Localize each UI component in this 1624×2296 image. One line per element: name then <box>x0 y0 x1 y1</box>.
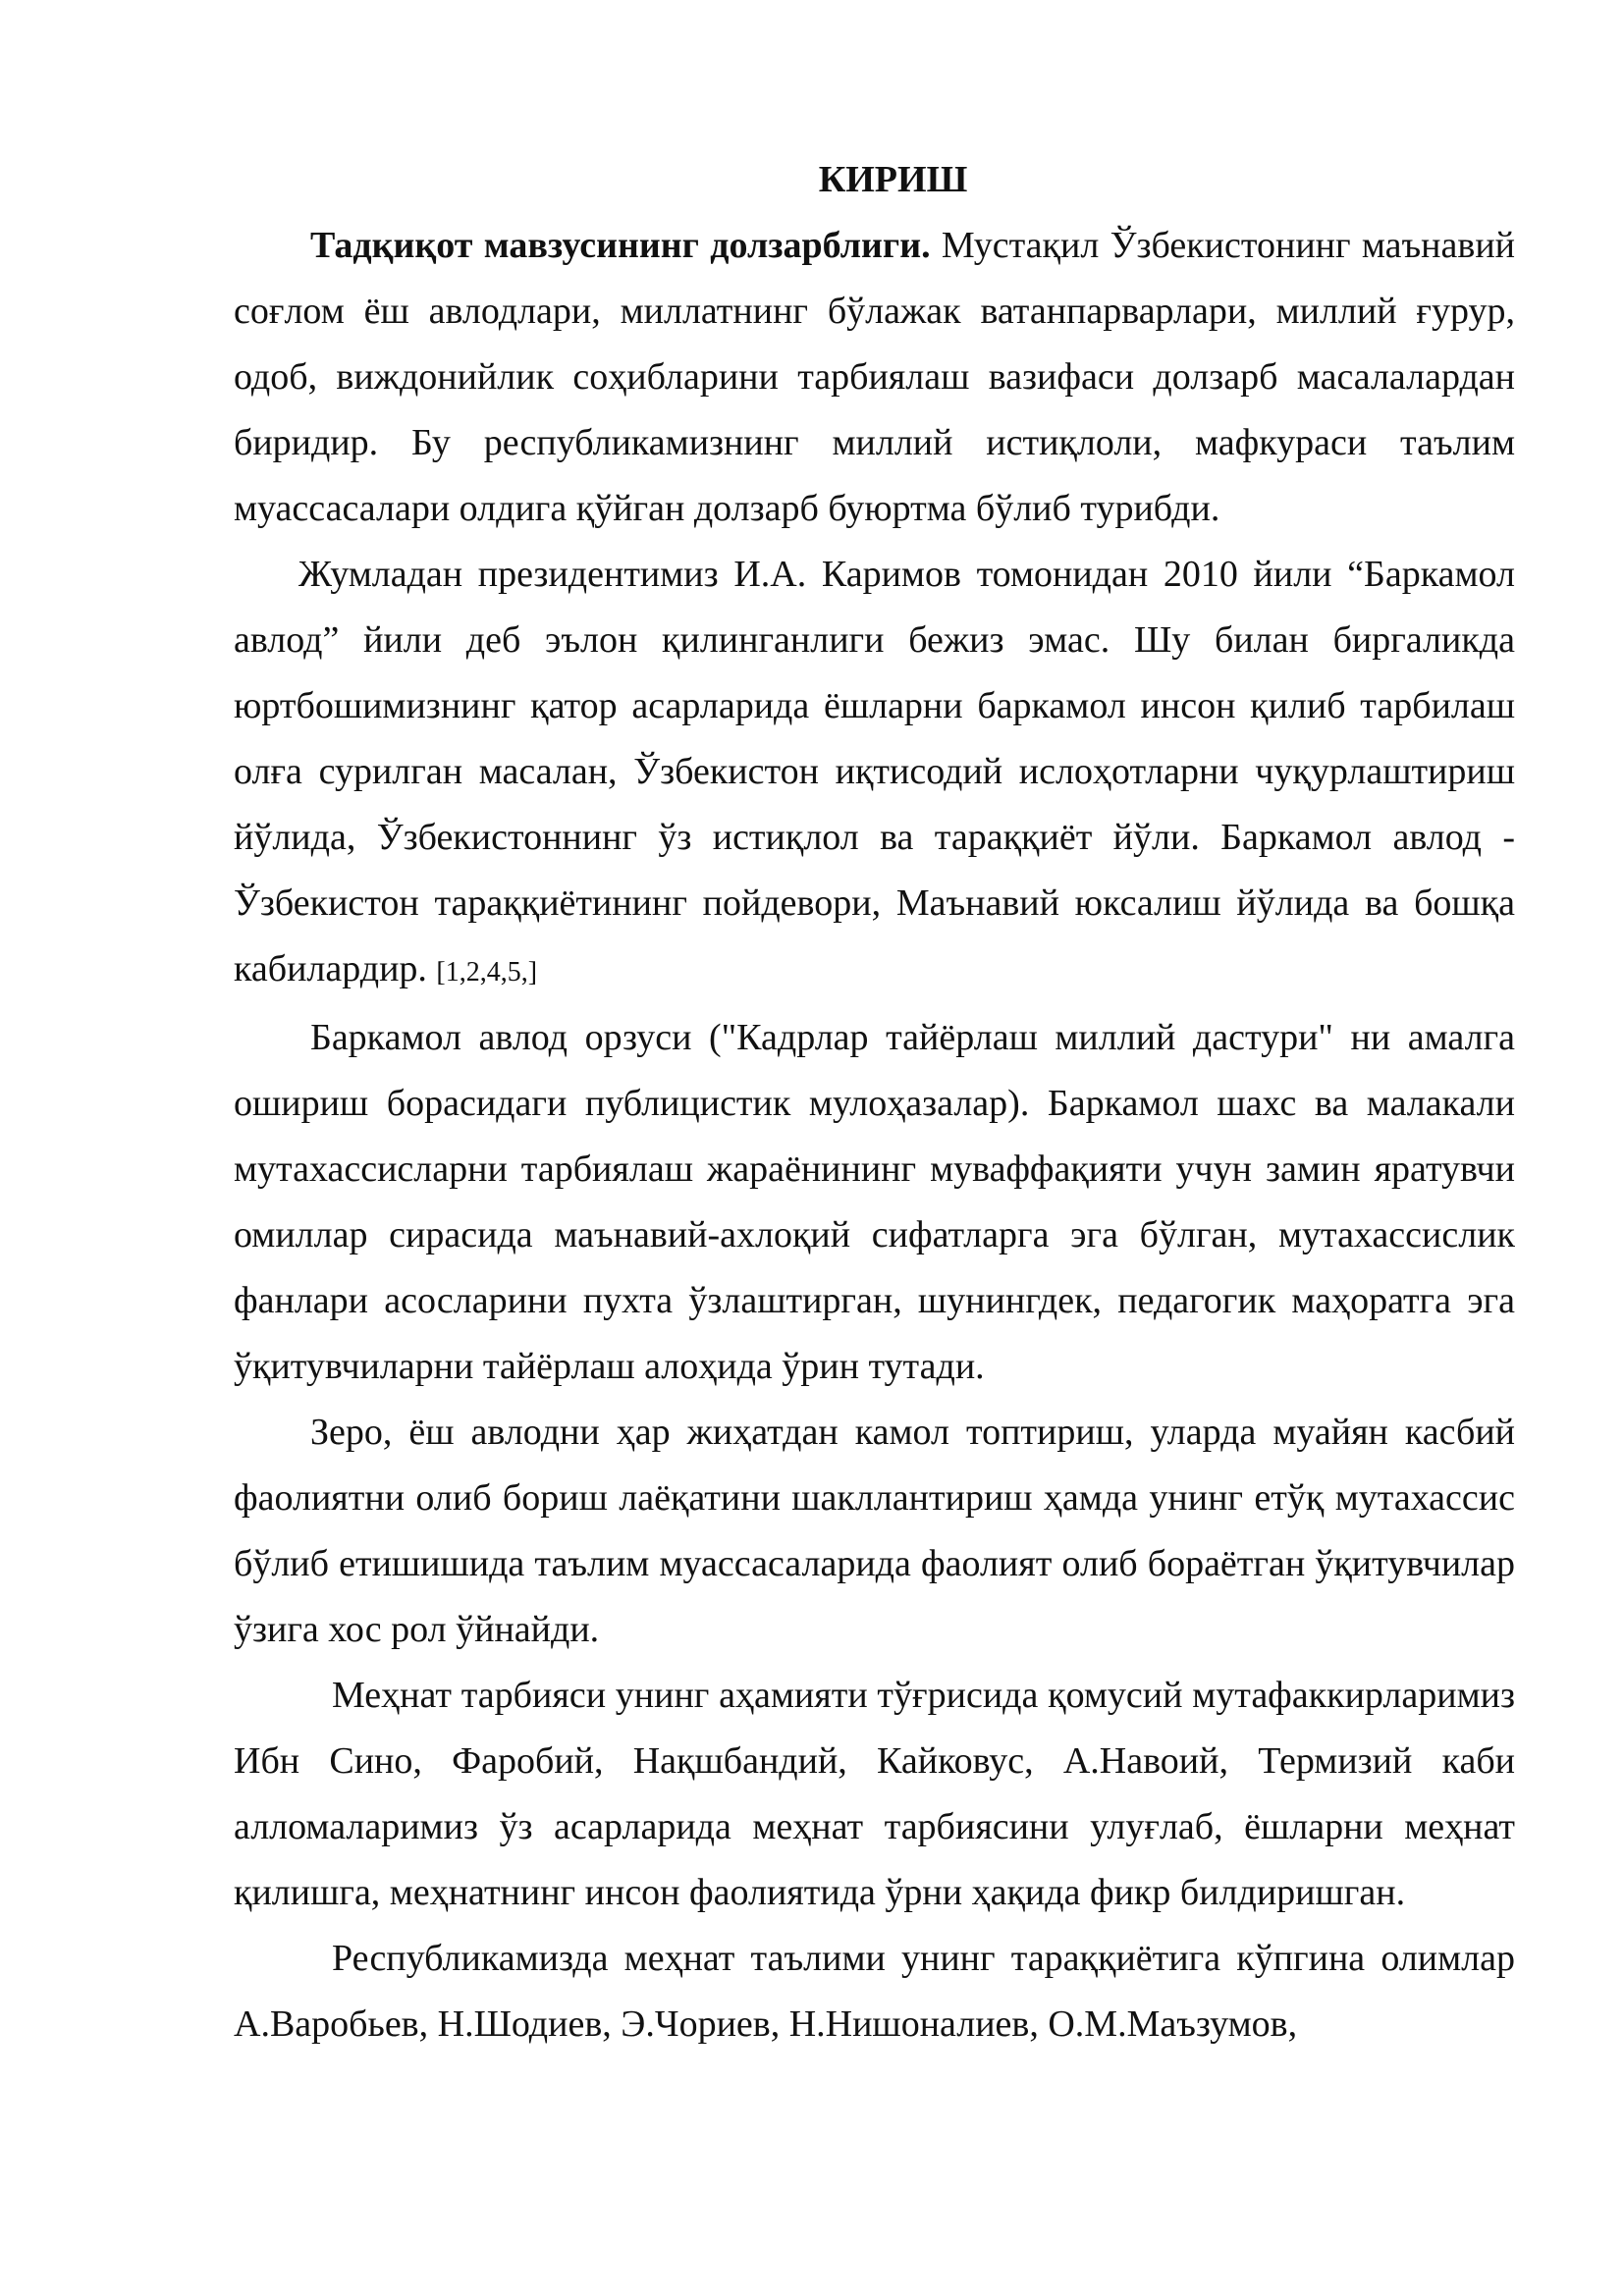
paragraph-text: Баркамол авлод орзуси ("Кадрлар тайёрлаш миллий дастури" ни амалга ошириш борасидаги публицистик мулоҳазалар). Баркамол шахс ва малакали мутахассисларни тарбиялаш жараёнининг муваффақияти учун замин яратувчи омиллар сирасида маънавий-ахлоқий сифатларга эга бўлган, мутахассислик фанлари асосларини пухта ўзлаштирган, шунингдек, педагогик маҳоратга эга ўқитувчиларни тайёрлаш алоҳида ўрин тутади. <box>234 1017 1515 1387</box>
paragraph-scholars <box>234 1926 1515 2057</box>
page-title: КИРИШ <box>818 159 968 200</box>
paragraph-president <box>234 542 1515 1005</box>
paragraph-lead-heading: Тадқиқот мавзусининг долзарблиги. <box>310 225 931 266</box>
citation: [1,2,4,5,] <box>436 957 538 988</box>
paragraph-text: Зеро, ёш авлодни ҳар жиҳатдан камол топтириш, уларда муайян касбий фаолиятни олиб бориш лаёқатини шакллантириш ҳамда унинг етўқ мутахассис бўлиб етишишида таълим муассасаларида фаолият олиб бораётган ўқитувчилар ўзига хос рол ўйнайди. <box>234 1412 1515 1650</box>
paragraph-text: Меҳнат тарбияси унинг аҳамияти тўғрисида қомусий мутафаккирларимиз Ибн Сино, Фаробий, Нақшбандий, Кайковус, А.Навоий, Термизий каби алломаларимиз ўз асарларида меҳнат тарбиясини улуғлаб, ёшларни меҳнат қилишга, меҳнатнинг инсон фаолиятида ўрни ҳақида фикр билдиришган. <box>234 1675 1515 1913</box>
paragraph-relevance <box>234 213 1515 542</box>
paragraph-teachers-role <box>234 1400 1515 1663</box>
paragraph-text: Жумладан президентимиз И.А. Каримов томонидан 2010 йили “Баркамол авлод” йили деб эълон қилинганлиги бежиз эмас. Шу билан биргаликда юртбошимизнинг қатор асарларида ёшларни баркамол инсон қилиб тарбилаш олға сурилган масалан, Ўзбекистон иқтисодий ислоҳотларни чуқурлаштириш йўлида, Ўзбекистоннинг ўз истиқлол ва тараққиёт йўли. Баркамол авлод - Ўзбекистон тараққиётининг пойдевори, Маънавий юксалиш йўлида ва бошқа кабилардир. <box>234 554 1515 989</box>
paragraph-labor-education <box>234 1663 1515 1926</box>
paragraph-text: Мустақил Ўзбекистонинг маънавий соғлом ёш авлодлари, миллатнинг бўлажак ватанпарварлари, миллий ғурур, одоб, виждонийлик соҳибларини тарбиялаш вазифаси долзарб масалалардан биридир. Бу республикамизнинг миллий истиқлоли, мафкураси таълим муассасалари олдига қўйган долзарб буюртма бўлиб турибди. <box>234 225 1515 529</box>
paragraph-text: Республикамизда меҳнат таълими унинг тараққиётига кўпгина олимлар А.Варобьев, Н.Шодиев, Э.Чориев, Н.Нишоналиев, О.М.Маъзумов, <box>234 1938 1515 2045</box>
document-body <box>234 147 1515 2057</box>
paragraph-harmonious-generation <box>234 1005 1515 1400</box>
